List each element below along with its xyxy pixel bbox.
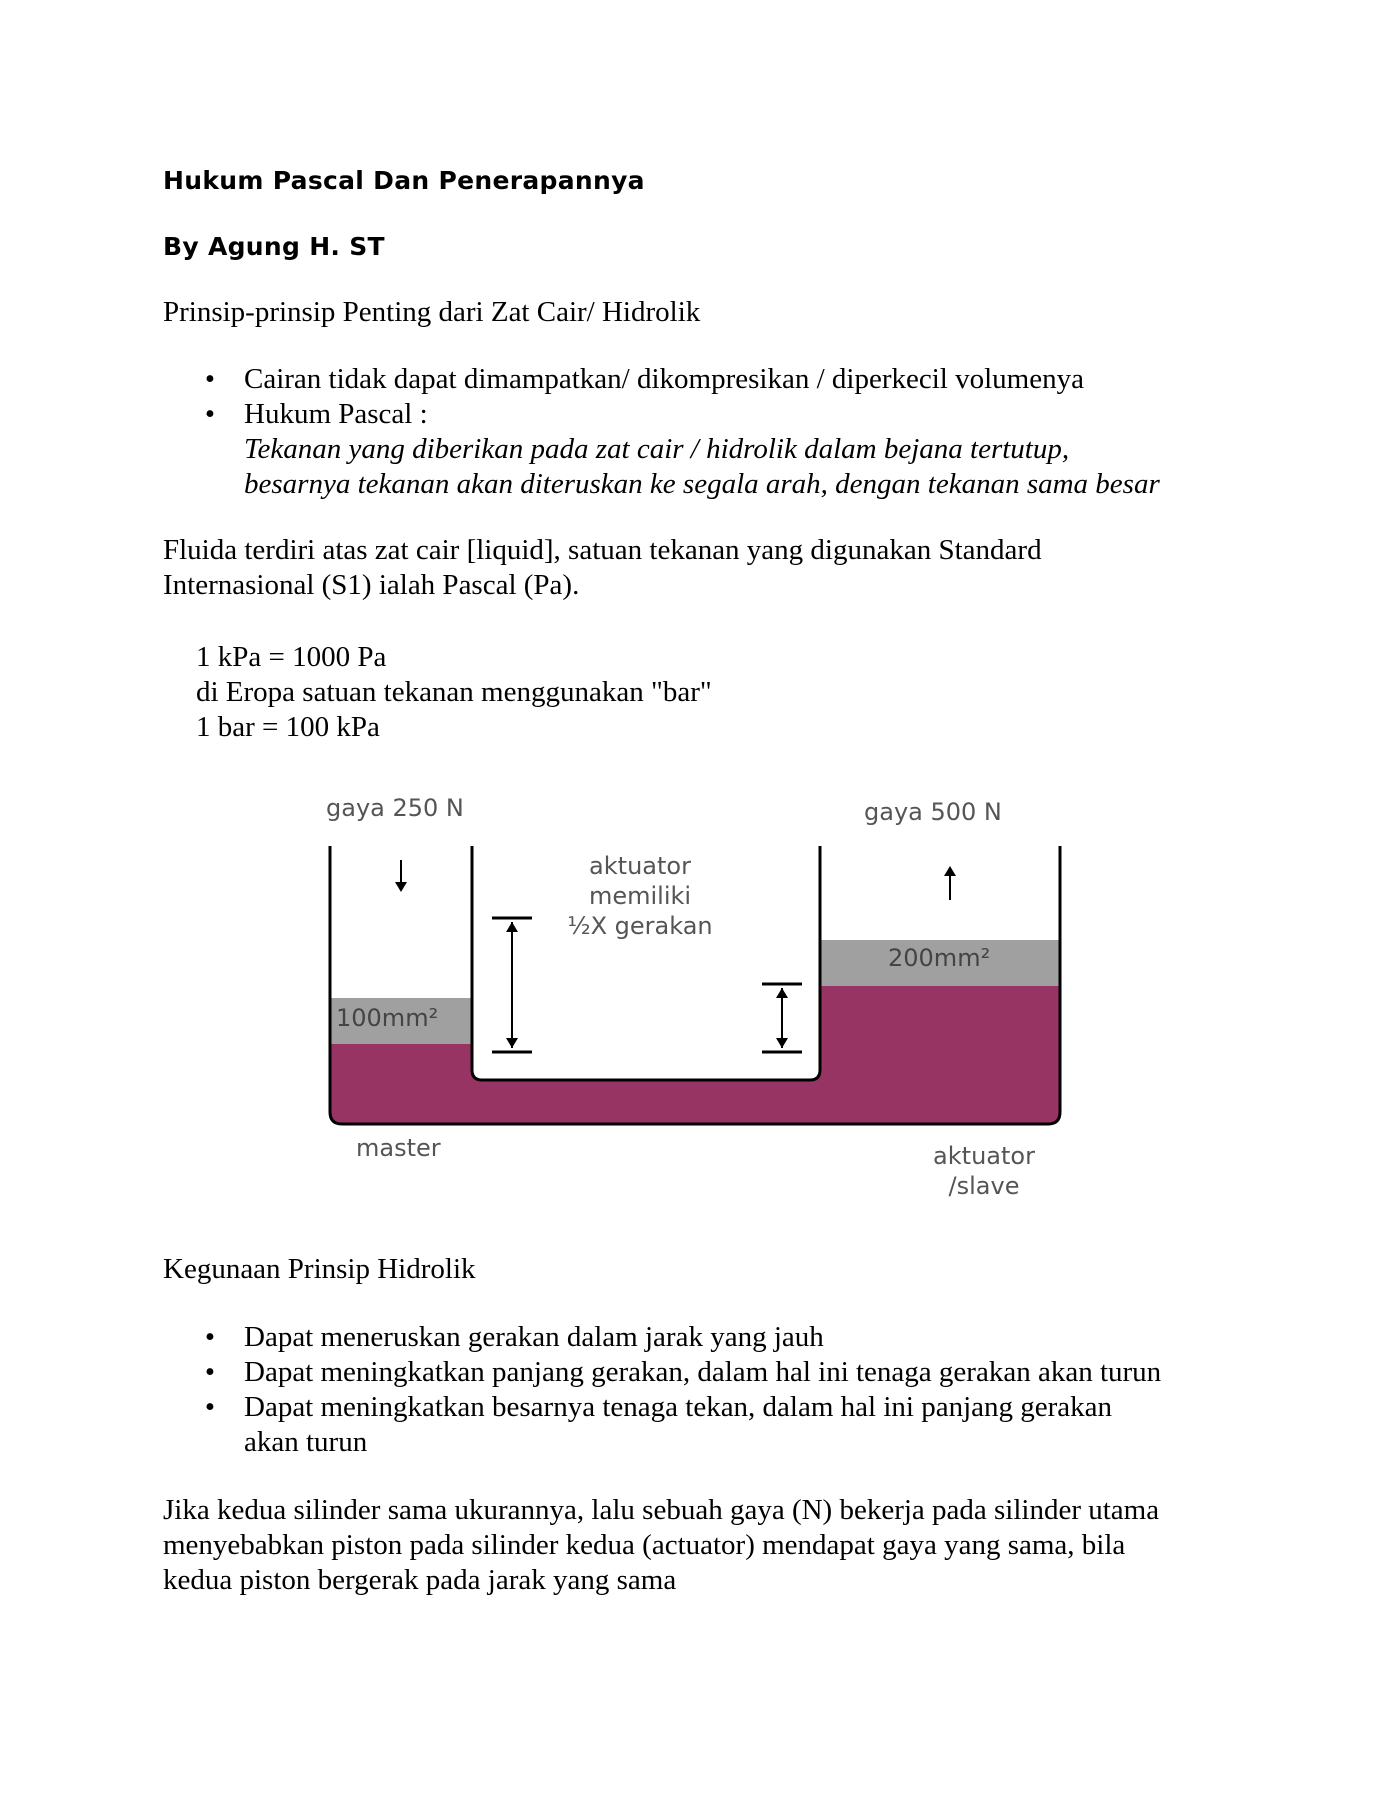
bullet-icon: • — [204, 398, 216, 430]
section1-heading: Prinsip-prinsip Penting dari Zat Cair/ Hidrolik — [163, 296, 701, 328]
fluida-line-1: Fluida terdiri atas zat cair [liquid], satuan tekanan yang digunakan Standard — [163, 534, 1042, 566]
list-item-text: Cairan tidak dapat dimampatkan/ dikompresikan / diperkecil volumenya — [244, 363, 1084, 395]
author-line: By Agung H. ST — [163, 232, 385, 261]
dimension-arrow-short-icon — [762, 984, 802, 1052]
force-left-label: gaya 250 N — [326, 794, 464, 822]
list-item-text: Dapat meningkatkan panjang gerakan, dalam hal ini tenaga gerakan akan turun — [244, 1356, 1162, 1388]
middle-label-line-1: aktuator — [589, 852, 691, 880]
force-right-label: gaya 500 N — [864, 798, 1002, 826]
list-item-text-cont: akan turun — [244, 1426, 368, 1458]
middle-label-line-2: memiliki — [588, 882, 692, 910]
master-label: master — [356, 1134, 441, 1162]
arrow-down-icon — [395, 860, 407, 892]
hydraulic-diagram — [310, 780, 1080, 1200]
middle-label-line-3: ½X gerakan — [567, 912, 713, 940]
list-item-text: Dapat meneruskan gerakan dalam jarak yang jauh — [244, 1321, 824, 1353]
units-line-3: 1 bar = 100 kPa — [196, 711, 380, 743]
list-item-text: Hukum Pascal : — [244, 398, 428, 430]
arrow-up-icon — [944, 866, 956, 900]
list-item — [200, 1355, 1161, 1390]
list-item — [200, 397, 1160, 502]
pascal-law-line-2: besarnya tekanan akan diteruskan ke segala arah, dengan tekanan sama besar — [244, 468, 1160, 500]
fluida-line-2: Internasional (S1) ialah Pascal (Pa). — [163, 569, 580, 601]
list-item — [200, 1390, 1161, 1460]
bullet-icon: • — [204, 1356, 216, 1388]
bullet-icon: • — [204, 1321, 216, 1353]
list-item — [200, 1320, 1161, 1355]
uses-list — [200, 1320, 1161, 1460]
area-right-label: 200mm² — [888, 944, 991, 972]
section2-heading: Kegunaan Prinsip Hidrolik — [163, 1253, 476, 1285]
closing-line-1: Jika kedua silinder sama ukurannya, lalu sebuah gaya (N) bekerja pada silinder utama — [163, 1494, 1160, 1526]
principles-list — [200, 362, 1160, 502]
document-title: Hukum Pascal Dan Penerapannya — [163, 166, 645, 195]
units-line-1: 1 kPa = 1000 Pa — [196, 641, 387, 673]
pascal-law-line-1: Tekanan yang diberikan pada zat cair / hidrolik dalam bejana tertutup, — [244, 433, 1070, 465]
list-item — [200, 362, 1160, 397]
units-line-2: di Eropa satuan tekanan menggunakan "bar" — [196, 676, 712, 708]
bullet-icon: • — [204, 1391, 216, 1423]
list-item-text: Dapat meningkatkan besarnya tenaga tekan, dalam hal ini panjang gerakan — [244, 1391, 1113, 1423]
slave-label-line-2: /slave — [948, 1172, 1020, 1200]
closing-line-2: menyebabkan piston pada silinder kedua (actuator) mendapat gaya yang sama, bila — [163, 1529, 1126, 1561]
slave-label-line-1: aktuator — [933, 1142, 1035, 1170]
closing-line-3: kedua piston bergerak pada jarak yang sama — [163, 1564, 677, 1596]
bullet-icon: • — [204, 363, 216, 395]
area-left-label: 100mm² — [336, 1004, 439, 1032]
dimension-arrow-long-icon — [492, 918, 532, 1052]
